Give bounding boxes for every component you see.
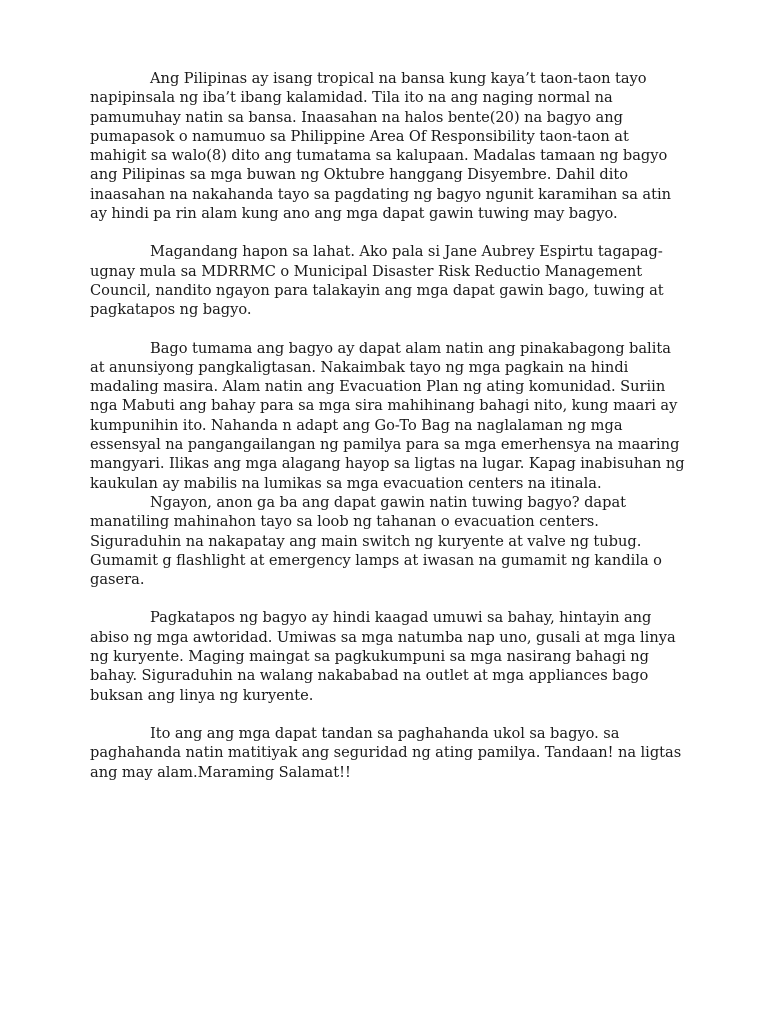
paragraph-closing: Ito ang ang mga dapat tandan sa paghahanda ukol sa bagyo. sa paghahanda natin matitiyak ang seguridad ng ating pamilya. Tandaan! na ligtas ang may alam.Maraming Salamat!! — [90, 724, 682, 781]
paragraph-during-typhoon: Ngayon, anon ga ba ang dapat gawin natin tuwing bagyo? dapat manatiling mahinahon tayo sa loob ng tahanan o evacuation centers. Siguraduhin na nakapatay ang main switch ng kuryente at valve ng tubug. Gumamit g flashlight at emergency lamps at iwasan na gumamit ng kandila o gasera. — [90, 493, 662, 589]
document-body — [90, 69, 688, 782]
paragraph-intro: Ang Pilipinas ay isang tropical na bansa kung kaya’t taon-taon tayo napipinsala ng iba’t ibang kalamidad. Tila ito na ang naging normal na pamumuhay natin sa bansa. Inaasahan na halos bente(20) na bagyo ang pumapasok o namumuo sa Philippine Area Of Responsibility taon-taon at mahigit sa walo(8) dito ang tumatama sa kalupaan. Madalas tamaan ng bagyo ang Pilipinas sa mga buwan ng Oktubre hanggang Disyembre. Dahil dito inaasahan na nakahanda tayo sa pagdating ng bagyo ngunit karamihan sa atin ay hindi pa rin alam kung ano ang mga dapat gawin tuwing may bagyo. — [90, 70, 672, 223]
paragraph-greeting: Magandang hapon sa lahat. Ako pala si Jane Aubrey Espirtu tagapag-ugnay mula sa MDRRMC o Municipal Disaster Risk Reductio Management Council, nandito ngayon para talakayin ang mga dapat gawin bago, tuwing at pagkatapos ng bagyo. — [90, 243, 664, 319]
paragraph-before-typhoon: Bago tumama ang bagyo ay dapat alam natin ang pinakabagong balita at anunsiyong pangkaligtasan. Nakaimbak tayo ng mga pagkain na hindi madaling masira. Alam natin ang Evacuation Plan ng ating komunidad. Suriin nga Mabuti ang bahay para sa mga sira mahihinang bahagi nito, kung maari ay kumpunihin ito. Nahanda n adapt ang Go-To Bag na naglalaman ng mga essensyal na pangangailangan ng pamilya para sa mga emerhensya na maaring mangyari. Ilikas ang mga alagang hayop sa ligtas na lugar. Kapag inabisuhan ng kaukulan ay mabilis na lumikas sa mga evacuation centers na itinala. — [90, 339, 685, 492]
paragraph-after-typhoon: Pagkatapos ng bagyo ay hindi kaagad umuwi sa bahay, hintayin ang abiso ng mga awtoridad. Umiwas sa mga natumba nap uno, gusali at mga linya ng kuryente. Maging maingat sa pagkukumpuni sa mga nasirang bahagi ng bahay. Siguraduhin na walang nakababad na outlet at mga appliances bago buksan ang linya ng kuryente. — [90, 609, 676, 704]
